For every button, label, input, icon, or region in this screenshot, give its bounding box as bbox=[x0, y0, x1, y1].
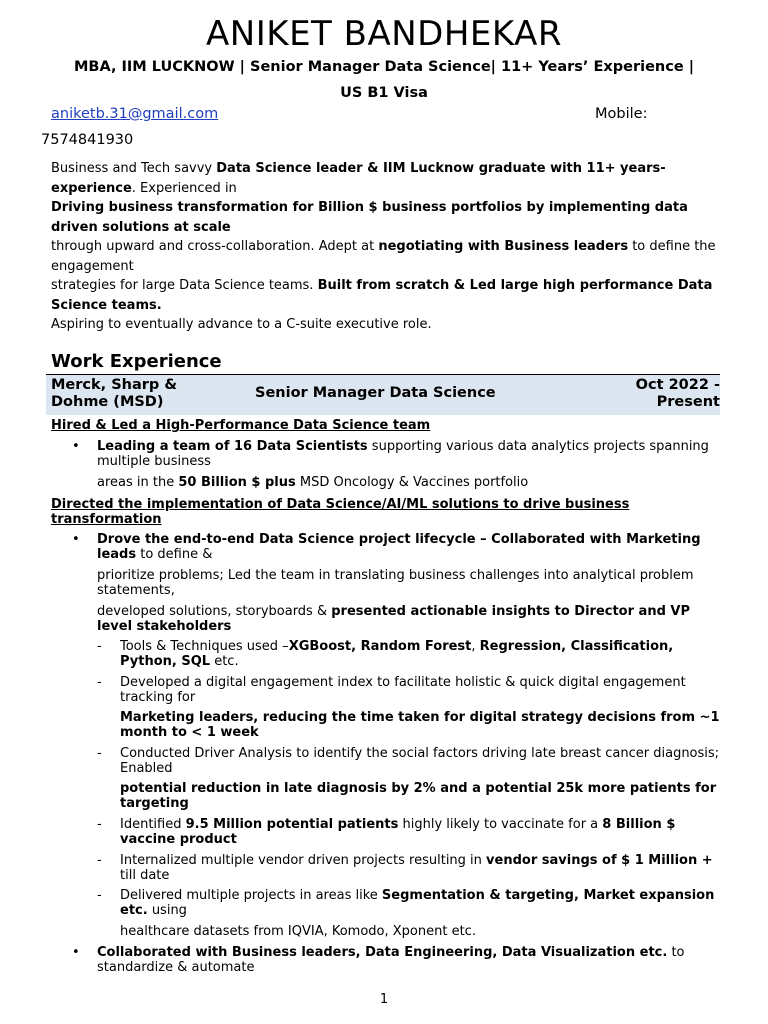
dash-bold: 9.5 Million potential patients bbox=[185, 817, 399, 832]
bullet-project-lifecycle bbox=[97, 532, 722, 562]
dash-bold: vendor savings of $ 1 Million + bbox=[486, 853, 713, 868]
bullet-icon: • bbox=[72, 945, 80, 960]
dash-text: Delivered multiple projects in areas like bbox=[120, 888, 382, 903]
dash-text: Identified bbox=[120, 817, 186, 832]
bullet-continuation: prioritize problems; Led the team in translating business challenges into analytical problem statements, bbox=[97, 568, 694, 598]
dash-text: Tools & Techniques used – bbox=[120, 639, 289, 654]
dash-engagement-index: Developed a digital engagement index to facilitate holistic & quick digital engagement tracking for bbox=[120, 675, 686, 705]
email-link[interactable]: aniketb.31@gmail.com bbox=[51, 106, 219, 122]
summary-text: Business and Tech savvy bbox=[51, 161, 217, 176]
dash-icon: - bbox=[97, 675, 102, 690]
headline bbox=[40, 54, 728, 106]
bullet-text: supporting various data analytics projects spanning multiple business bbox=[97, 439, 709, 469]
dash-text: Internalized multiple vendor driven projects resulting in bbox=[120, 853, 487, 868]
dash-bold: Marketing leaders, reducing the time taken for digital strategy decisions from ~1 month to < 1 week bbox=[120, 710, 720, 740]
dash-bold: 8 Billion $ vaccine product bbox=[120, 817, 676, 847]
dash-icon: - bbox=[97, 888, 102, 903]
company-line-2: Dohme (MSD) bbox=[51, 394, 164, 410]
summary-bold: Built from scratch & Led large high performance Data Science teams. bbox=[51, 278, 713, 313]
bullet-icon: • bbox=[72, 532, 80, 547]
job-dates bbox=[560, 377, 720, 411]
bullet-icon: • bbox=[72, 439, 80, 454]
headline-line-2: US B1 Visa bbox=[340, 85, 428, 101]
bullet-collaboration bbox=[97, 945, 722, 975]
dash-tools bbox=[120, 639, 720, 669]
bullet-text: to standardize & automate bbox=[97, 945, 685, 975]
job-role: Senior Manager Data Science bbox=[255, 385, 496, 401]
dash-driver-analysis: Conducted Driver Analysis to identify the social factors driving late breast cancer diagnosis; Enabled bbox=[120, 746, 720, 776]
professional-summary bbox=[51, 159, 721, 335]
dash-bold: Regression, Classification, Python, SQL bbox=[120, 639, 674, 669]
dash-continuation bbox=[120, 710, 725, 740]
summary-bold: negotiating with Business leaders bbox=[378, 239, 629, 254]
dash-potential-patients bbox=[120, 817, 720, 847]
dash-text: using bbox=[147, 903, 187, 918]
bullet-continuation bbox=[97, 604, 722, 634]
bullet-bold: Drove the end-to-end Data Science project lifecycle – Collaborated with Marketing leads bbox=[97, 532, 701, 562]
date-line-1: Oct 2022 - bbox=[635, 377, 720, 393]
candidate-name: ANIKET BANDHEKAR bbox=[206, 14, 562, 54]
summary-bold: Data Science leader & IIM Lucknow graduate with 11+ years-experience bbox=[51, 161, 666, 196]
dash-icon: - bbox=[97, 639, 102, 654]
dash-bold: Segmentation & targeting, Market expansion etc. bbox=[120, 888, 715, 918]
bullet-continuation bbox=[97, 475, 722, 490]
bullet-bold: Leading a team of 16 Data Scientists bbox=[97, 439, 368, 454]
dash-continuation: healthcare datasets from IQVIA, Komodo, Xponent etc. bbox=[120, 924, 476, 939]
dash-text: highly likely to vaccinate for a bbox=[398, 817, 603, 832]
summary-text: through upward and cross-collaboration. Adept at bbox=[51, 239, 379, 254]
bullet-bold: presented actionable insights to Director and VP level stakeholders bbox=[97, 604, 690, 634]
dash-bold: XGBoost, Random Forest bbox=[288, 639, 472, 654]
dash-icon: - bbox=[97, 746, 102, 761]
dash-projects-delivered bbox=[120, 888, 720, 918]
bullet-text: MSD Oncology & Vaccines portfolio bbox=[295, 475, 529, 490]
bullet-bold: Collaborated with Business leaders, Data Engineering, Data Visualization etc. bbox=[97, 945, 668, 960]
summary-text: Aspiring to eventually advance to a C-suite executive role. bbox=[51, 317, 432, 332]
bullet-text: areas in the bbox=[97, 475, 179, 490]
dash-text: etc. bbox=[210, 654, 239, 669]
bullet-text: to define & bbox=[136, 547, 213, 562]
section-title-work-experience: Work Experience bbox=[51, 351, 222, 372]
dash-icon: - bbox=[97, 853, 102, 868]
mobile-label: Mobile: bbox=[595, 106, 648, 122]
summary-text: . Experienced in bbox=[131, 180, 237, 196]
dash-icon: - bbox=[97, 817, 102, 832]
page-number: 1 bbox=[379, 992, 389, 1007]
summary-bold: Driving business transformation for Billion $ business portfolios by implementing data driven solutions at scale bbox=[51, 200, 688, 235]
dash-text: till date bbox=[120, 868, 170, 883]
bullet-bold: 50 Billion $ plus bbox=[178, 475, 296, 490]
summary-text: strategies for large Data Science teams. bbox=[51, 278, 318, 293]
company-line-1: Merck, Sharp & bbox=[51, 377, 177, 393]
dash-text: , bbox=[471, 639, 480, 654]
mobile-number: 7574841930 bbox=[41, 132, 134, 148]
subheading-team: Hired & Led a High-Performance Data Science team bbox=[51, 418, 431, 433]
dash-bold: potential reduction in late diagnosis by 2% and a potential 25k more patients for targeting bbox=[120, 781, 717, 811]
bullet-text: developed solutions, storyboards & bbox=[97, 604, 332, 619]
bullet-team-lead bbox=[97, 439, 722, 469]
headline-line-1: MBA, IIM LUCKNOW | Senior Manager Data Science| 11+ Years’ Experience | bbox=[73, 59, 695, 75]
date-line-2: Present bbox=[656, 394, 720, 410]
company-name bbox=[51, 377, 177, 411]
dash-vendor-savings bbox=[120, 853, 720, 883]
subheading-ds-implementation: Directed the implementation of Data Science/AI/ML solutions to drive business transformation bbox=[51, 497, 630, 527]
summary-text: to define the engagement bbox=[51, 239, 716, 274]
dash-continuation bbox=[120, 781, 725, 811]
